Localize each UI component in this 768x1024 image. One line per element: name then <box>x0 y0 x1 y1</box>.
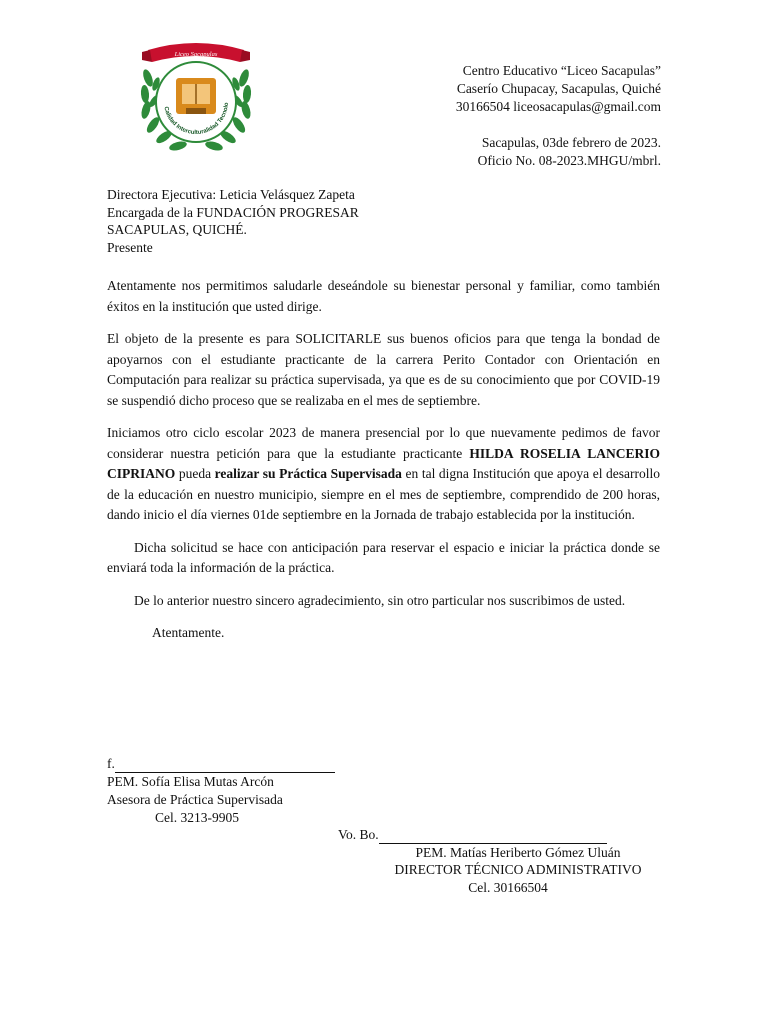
paragraph: Dicha solicitud se hace con anticipación para reservar el espacio e iniciar la práctica donde se enviará toda la información de la práctica. <box>107 539 660 575</box>
signature-line <box>115 758 335 773</box>
paragraph: El objeto de la presente es para SOLICITARLE sus buenos oficios para que tenga la bondad de apoyarnos con el estudiante practicante de la carrera Perito Contador con Orientación en Computación para realizar su práctica supervisada, ya que es de su conocimiento que por COVID-19 se suspendió dicho proceso que se realizaba en el mes de septiembre. <box>107 331 660 408</box>
signature-prefix: Vo. Bo. <box>338 827 379 842</box>
paragraph: De lo anterior nuestro sincero agradecimiento, sin otro particular nos suscribimos de usted. <box>134 592 626 608</box>
recipient-line: Presente <box>107 239 153 255</box>
paragraph: Iniciamos otro ciclo escolar 2023 de manera presencial por lo que nuevamente pedimos de favor considerar nuestra petición para que la estudiante practicante HILDA ROSELIA LANCERIO CIPRIANO pueda realizar su Práctica Supervisada en tal digna Institución que apoya el desarrollo de la educación en nuestro municipio, siempre en el mes de septiembre, comprendido de 200 horas, dando inicio el día viernes 01de septiembre en la Jornada de trabajo establecida por la institución. <box>107 425 661 522</box>
signer-name: PEM. Sofía Elisa Mutas Arcón <box>107 774 274 789</box>
student-name: HILDA ROSELIA LANCERIO CIPRIANO <box>107 445 660 481</box>
signer-name: PEM. Matías Heriberto Gómez Uluán <box>415 844 621 860</box>
signature-advisor <box>107 755 407 827</box>
school-name: Centro Educativo “Liceo Sacapulas” <box>462 63 661 78</box>
signature-director <box>338 826 668 896</box>
letter-date: Sacapulas, 03de febrero de 2023. <box>481 135 661 150</box>
sender-header <box>456 62 661 170</box>
logo-banner-text: Liceo Sacapulas <box>174 51 218 58</box>
signer-phone: Cel. 3213-9905 <box>155 810 239 825</box>
paragraph: Atentamente nos permitimos saludarle deseándole su bienestar personal y familiar, como también éxitos en la institución que usted dirige. <box>107 278 660 314</box>
signer-role: Asesora de Práctica Supervisada <box>107 792 283 807</box>
recipient-line: Directora Ejecutiva: Leticia Velásquez Zapeta <box>107 187 355 202</box>
recipient-line: Encargada de la FUNDACIÓN PROGRESAR <box>107 204 359 220</box>
school-contact: 30166504 liceosacapulas@gmail.com <box>455 99 661 114</box>
letter-body <box>107 276 660 656</box>
logo-ring-text: Calidad Interculturalidad Tecnolo <box>162 102 231 137</box>
practice-emphasis: realizar su Práctica Supervisada <box>214 466 402 481</box>
school-logo <box>138 38 254 156</box>
closing: Atentamente. <box>152 625 225 640</box>
recipient-block <box>107 186 667 256</box>
signer-phone: Cel. 30166504 <box>468 879 548 895</box>
signature-prefix: f. <box>107 756 115 771</box>
recipient-line: SACAPULAS, QUICHÉ. <box>107 222 247 237</box>
school-address: Caserío Chupacay, Sacapulas, Quiché <box>456 81 661 96</box>
signer-role: DIRECTOR TÉCNICO ADMINISTRATIVO <box>394 862 642 877</box>
signature-line <box>379 829 607 844</box>
oficio-number: Oficio No. 08-2023.MHGU/mbrl. <box>477 153 661 168</box>
